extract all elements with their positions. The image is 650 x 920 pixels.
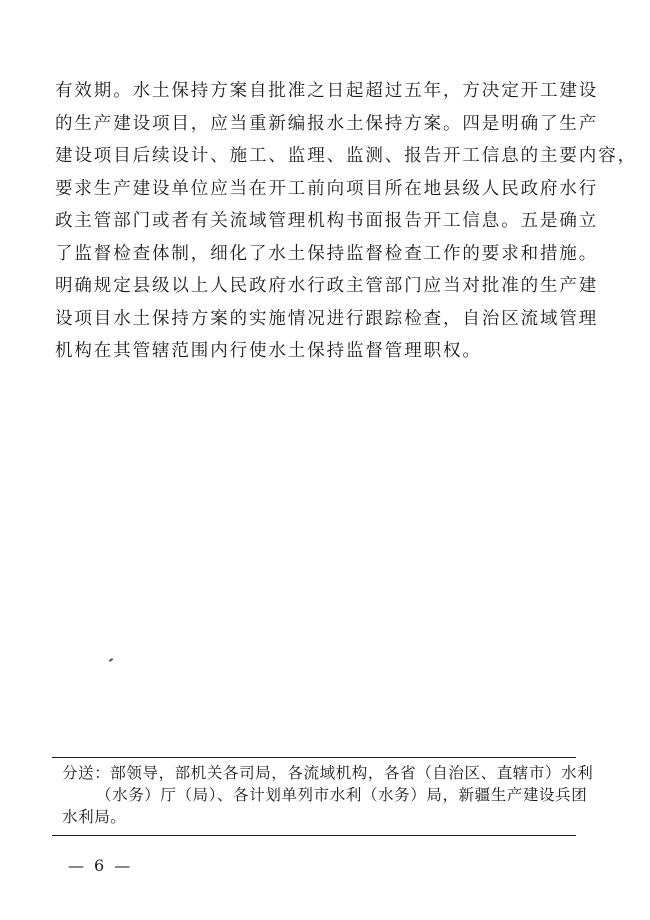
- page-number-dash-right: —: [114, 856, 131, 875]
- page-number-dash-left: —: [68, 856, 84, 875]
- distribution-line-2: （水务）厅（局）、各计划单列市水利（水务）局，新疆生产建设兵团: [96, 786, 588, 804]
- body-text: [55, 75, 637, 368]
- body-line-9: 机构在其管辖范围内行使水土保持监督管理职权。: [55, 341, 482, 361]
- body-line-1: 有效期。水土保持方案自批准之日起超过五年，方决定开工建设: [55, 81, 599, 101]
- distribution-line-3: 水利局。: [62, 808, 127, 826]
- body-line-3: 建设项目后续设计、施工、监理、监测、报告开工信息的主要内容，: [55, 146, 637, 166]
- page-number: [68, 856, 130, 876]
- stray-scan-mark: [109, 658, 113, 662]
- body-line-6: 了监督检查体制，细化了水土保持监督检查工作的要求和措施。: [55, 243, 599, 264]
- distribution-line-1: 分送：部领导，部机关各司局，各流域机构，各省（自治区、直辖市）水利: [62, 764, 594, 782]
- distribution-list: [62, 762, 594, 828]
- body-line-5: 政主管部门或者有关流域管理机构书面报告开工信息。五是确立: [55, 211, 599, 231]
- body-line-7: 明确规定县级以上人民政府水行政主管部门应当对批准的生产建: [55, 276, 599, 296]
- body-line-4: 要求生产建设单位应当在开工前向项目所在地县级人民政府水行: [55, 178, 599, 199]
- page-number-value: 6: [94, 856, 105, 875]
- distribution-top-rule: [52, 757, 576, 758]
- distribution-bottom-rule: [52, 835, 576, 836]
- body-line-2: 的生产建设项目，应当重新编报水土保持方案。四是明确了生产: [55, 113, 599, 134]
- body-line-8: 设项目水土保持方案的实施情况进行跟踪检查，自治区流域管理: [55, 308, 599, 329]
